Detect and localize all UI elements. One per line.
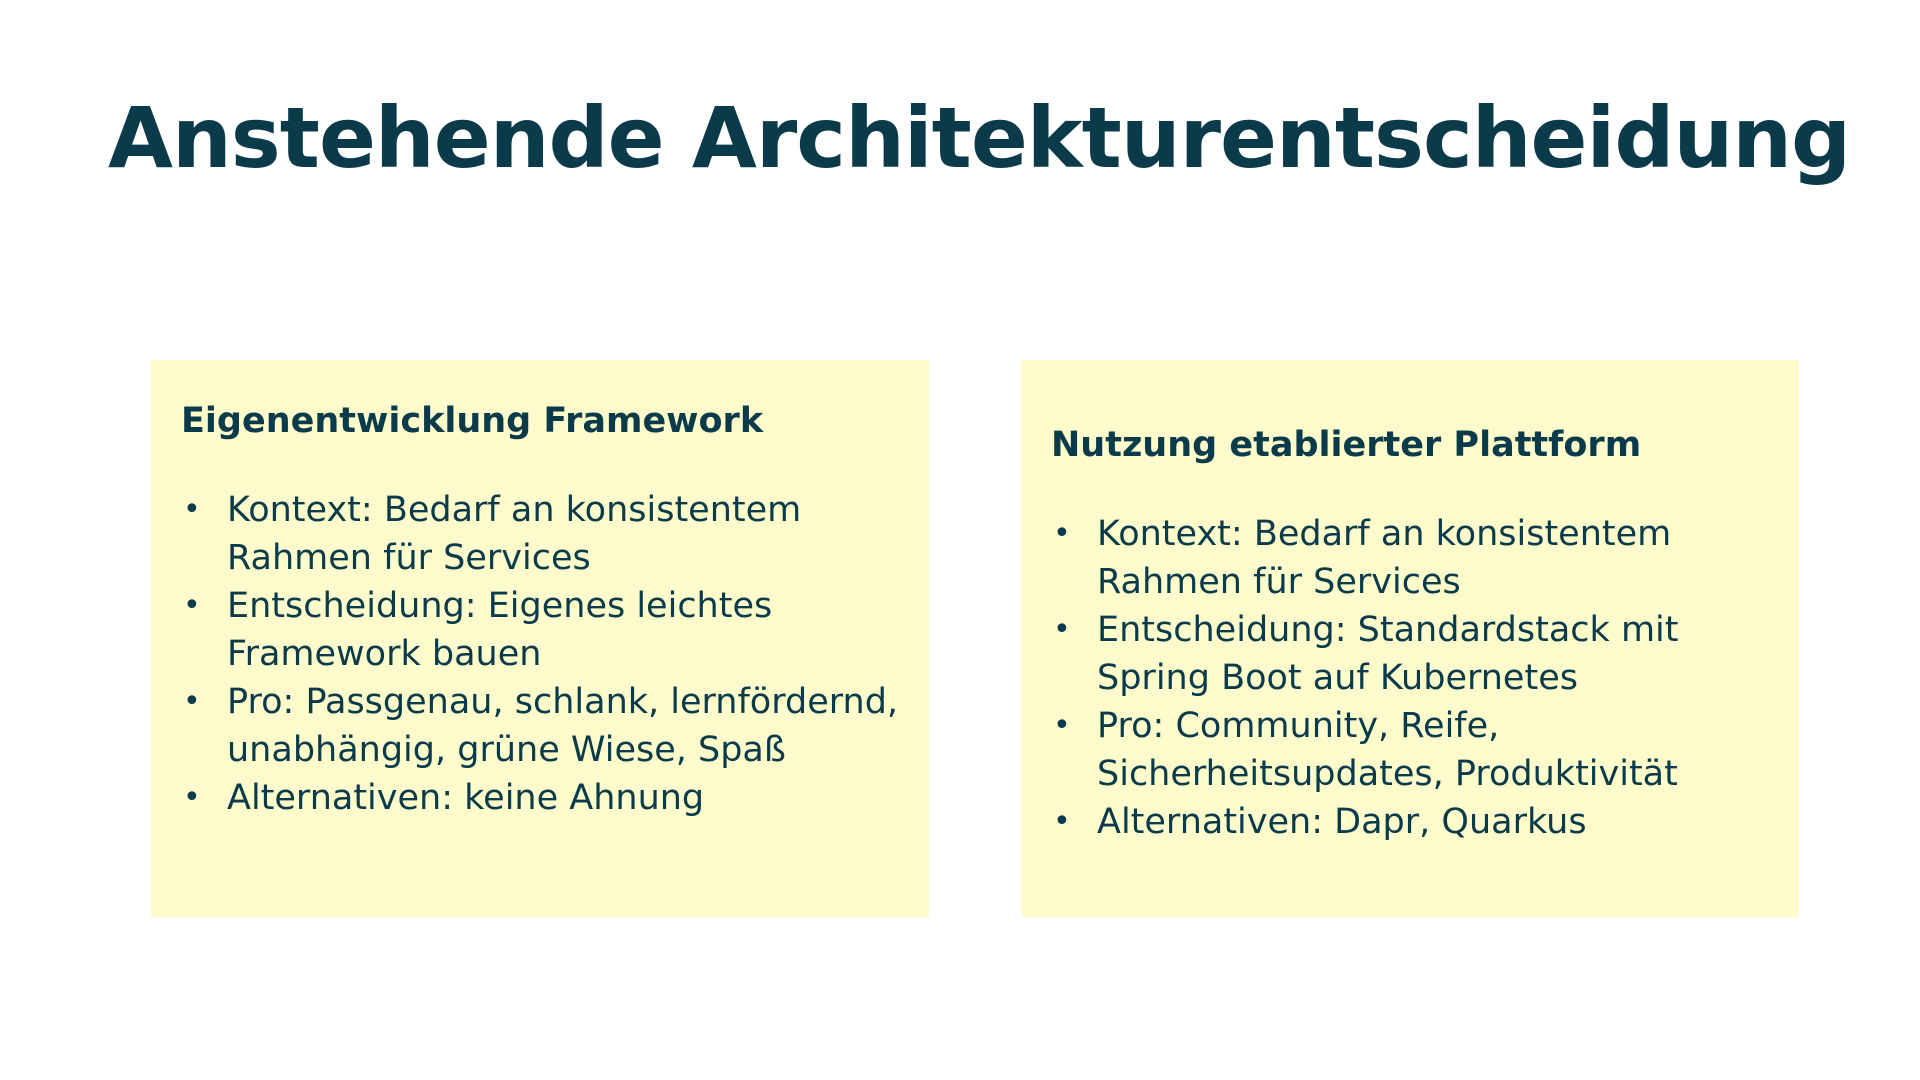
option-heading: Nutzung etablierter Plattform	[1051, 425, 1642, 465]
bullet-text: Passgenau, schlank, lernfördernd, unabhängig, grüne Wiese, Spaß	[227, 681, 899, 770]
option-card-established-platform	[1021, 360, 1799, 917]
bullet-dot-icon: •	[183, 779, 201, 815]
bullet-kontext	[1051, 510, 1769, 606]
bullet-dot-icon: •	[1053, 707, 1071, 743]
bullet-text: Community, Reife, Sicherheitsupdates, Produktivität	[1097, 705, 1678, 794]
option-heading: Eigenentwicklung Framework	[181, 401, 764, 441]
bullet-entscheidung	[1051, 606, 1769, 702]
bullet-term: Alternativen:	[1097, 801, 1323, 842]
bullet-term: Kontext:	[227, 489, 373, 530]
bullet-term: Kontext:	[1097, 513, 1243, 554]
bullet-pro	[181, 678, 899, 774]
bullet-kontext	[181, 486, 899, 582]
bullet-pro	[1051, 702, 1769, 798]
bullet-text: Dapr, Quarkus	[1334, 801, 1587, 842]
bullet-entscheidung	[181, 582, 899, 678]
bullet-term: Pro:	[1097, 705, 1165, 746]
bullet-text: Standardstack mit Spring Boot auf Kubernetes	[1097, 609, 1679, 698]
bullet-dot-icon: •	[183, 491, 201, 527]
slide-title: Anstehende Architekturentscheidung	[108, 89, 1851, 187]
bullet-term: Entscheidung:	[227, 585, 477, 626]
bullet-dot-icon: •	[1053, 515, 1071, 551]
bullet-text: Eigenes leichtes Framework bauen	[227, 585, 773, 674]
option-card-custom-framework	[151, 360, 929, 917]
bullet-dot-icon: •	[183, 587, 201, 623]
bullet-dot-icon: •	[183, 683, 201, 719]
bullet-dot-icon: •	[1053, 803, 1071, 839]
bullet-text: Bedarf an konsistentem Rahmen für Services	[1097, 513, 1672, 602]
bullet-dot-icon: •	[1053, 611, 1071, 647]
bullet-term: Entscheidung:	[1097, 609, 1347, 650]
bullet-term: Alternativen:	[227, 777, 453, 818]
option-bullet-list	[1051, 510, 1769, 846]
option-bullet-list	[181, 486, 899, 822]
bullet-text: keine Ahnung	[464, 777, 705, 818]
bullet-term: Pro:	[227, 681, 295, 722]
bullet-alternativen	[181, 774, 899, 822]
bullet-text: Bedarf an konsistentem Rahmen für Services	[227, 489, 802, 578]
bullet-alternativen	[1051, 798, 1769, 846]
